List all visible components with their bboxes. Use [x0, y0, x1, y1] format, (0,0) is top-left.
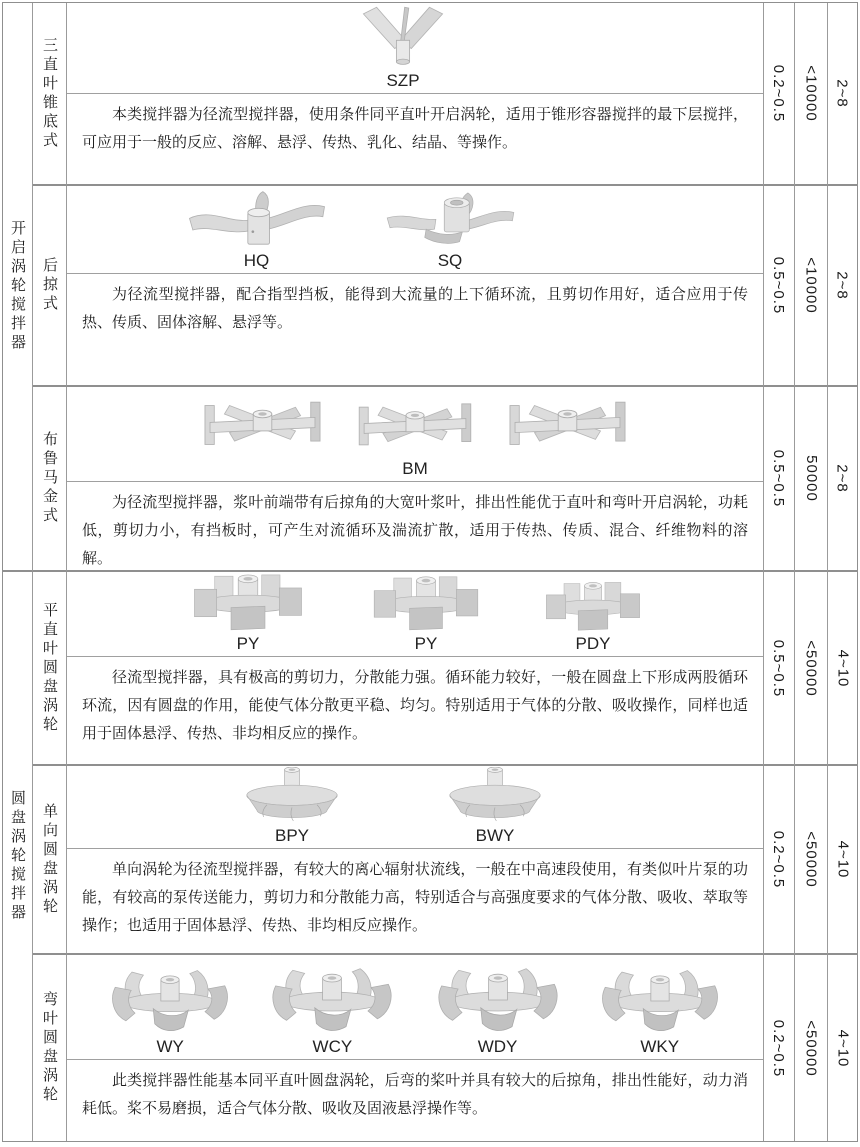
model-label: WCY	[312, 1037, 353, 1056]
impeller-figure-bwy	[432, 767, 558, 846]
impeller-figure-hq	[182, 190, 332, 271]
spec-col-1-cell	[764, 955, 795, 1141]
spec-col-1-cell	[764, 3, 795, 186]
description-zone	[67, 1059, 763, 1141]
type-label: 后掠式	[41, 257, 58, 314]
impeller-figure-wy	[104, 966, 236, 1057]
model-label: WKY	[640, 1037, 680, 1056]
spec-value: 2~8	[833, 464, 851, 493]
spec-value: <10000	[802, 65, 820, 122]
bpy-impeller-image	[222, 767, 362, 825]
description-text: 本类搅拌器为径流型搅拌器，使用条件同平直叶开启涡轮，适用于锥形容器搅拌的最下层搅拌，可应用于一般的反应、溶解、悬浮、传热、乳化、结晶、等操作。	[82, 106, 748, 151]
impeller-figure-bm	[195, 392, 635, 479]
description-zone	[67, 481, 763, 570]
description-text: 径流型搅拌器，具有极高的剪切力，分散能力强。循环能力较好，一般在圆盘上下形成两股循环环流，因有圆盘的作用，能使气体分散更平稳、均匀。特别适用于气体的分散、吸收操作，同样也适用于固体悬浮、传热、非均相反应的操作。	[82, 669, 748, 742]
impeller-images	[67, 766, 763, 848]
bm-impeller-image	[350, 394, 480, 458]
spec-col-3-cell	[828, 387, 857, 572]
type-cell-wy	[33, 955, 67, 1141]
type-cell-py	[33, 572, 67, 766]
py-impeller-image	[351, 573, 501, 633]
spec-value: 4~10	[834, 1029, 852, 1067]
spec-col-2-cell	[795, 186, 828, 387]
description-zone	[67, 656, 763, 764]
model-label: HQ	[243, 251, 270, 270]
spec-value: <10000	[802, 257, 820, 314]
wky-impeller-image	[594, 966, 726, 1036]
row-content-bpy-bwy	[67, 766, 764, 955]
spec-value: 0.5~0.5	[770, 256, 788, 315]
spec-value: 0.2~0.5	[770, 830, 788, 889]
model-label: BPY	[274, 826, 310, 845]
type-label: 三直叶锥底式	[41, 36, 58, 151]
description-zone	[67, 93, 763, 184]
model-label: BWY	[475, 826, 515, 845]
type-label: 弯叶圆盘涡轮	[41, 991, 58, 1105]
szp-impeller-image	[343, 4, 463, 70]
description-text: 单向涡轮为径流型搅拌器，有较大的离心辐射状流线，一般在中高速段使用，有类似叶片泵的功能，有较高的泵传送能力，剪切力和分散能力高，特别适合与高强度要求的气体分散、吸收、萃取等操作；也适用于固体悬浮、传热、非均相反应操作。	[82, 861, 748, 934]
group-label: 开启涡轮搅拌器	[9, 220, 26, 353]
spec-value: 0.5~0.5	[770, 449, 788, 508]
spec-col-3-cell	[828, 955, 857, 1141]
py-impeller-image	[169, 571, 327, 633]
spec-col-3-cell	[828, 572, 857, 766]
spec-value: 2~8	[833, 79, 851, 108]
impeller-images	[67, 572, 763, 656]
description-text: 此类搅拌器性能基本同平直叶圆盘涡轮，后弯的桨叶并具有较大的后掠角，排出性能好，动力消耗低。桨不易磨损，适合气体分散、吸收及固液悬浮操作等。	[82, 1072, 748, 1117]
pdy-impeller-image	[525, 579, 661, 633]
type-label: 布鲁马金式	[41, 431, 58, 526]
spec-col-2-cell	[795, 766, 828, 955]
impeller-images	[67, 186, 763, 273]
type-label: 单向圆盘涡轮	[41, 802, 58, 917]
spec-value: 2~8	[833, 271, 851, 300]
spec-value: 0.2~0.5	[770, 64, 788, 123]
hq-impeller-image	[182, 190, 332, 250]
bm-impeller-image	[500, 392, 635, 458]
spec-col-2-cell	[795, 3, 828, 186]
impeller-images	[67, 955, 763, 1059]
spec-col-2-cell	[795, 572, 828, 766]
group-cell-disc-turbine	[3, 572, 33, 1141]
model-label: PY	[236, 634, 260, 653]
type-cell-bm	[33, 387, 67, 572]
spec-value: 4~10	[834, 840, 852, 879]
impeller-images	[67, 3, 763, 93]
sq-impeller-image	[368, 186, 533, 250]
spec-value: 4~10	[834, 649, 852, 687]
spec-col-3-cell	[828, 186, 857, 387]
impeller-figure-wky	[594, 966, 726, 1057]
spec-col-2-cell	[795, 387, 828, 572]
model-label: PDY	[575, 634, 611, 653]
bwy-impeller-image	[432, 767, 558, 825]
row-content-wy-series	[67, 955, 764, 1141]
spec-value: 0.2~0.5	[770, 1019, 788, 1077]
impeller-figure-wdy	[429, 964, 567, 1057]
group-cell-open-turbine	[3, 3, 33, 572]
spec-value: 0.5~0.5	[770, 639, 788, 697]
row-content-bm	[67, 387, 764, 572]
impeller-images	[67, 387, 763, 481]
description-zone	[67, 273, 763, 385]
type-label: 平直叶圆盘涡轮	[41, 601, 58, 735]
group-label: 圆盘涡轮搅拌器	[9, 790, 26, 923]
spec-value: <50000	[802, 831, 820, 888]
spec-col-1-cell	[764, 572, 795, 766]
spec-value: <50000	[802, 639, 820, 697]
impeller-figure-sq	[368, 186, 533, 271]
model-label: SZP	[386, 71, 420, 90]
spec-col-1-cell	[764, 387, 795, 572]
bm-impeller-image	[195, 392, 330, 458]
type-cell-szp	[33, 3, 67, 186]
impeller-catalog-table	[2, 2, 858, 1142]
model-label: WDY	[477, 1037, 518, 1056]
spec-col-1-cell	[764, 766, 795, 955]
model-label: SQ	[437, 251, 463, 270]
row-content-py-pdy	[67, 572, 764, 766]
wy-impeller-image	[104, 966, 236, 1036]
description-text: 为径流型搅拌器，浆叶前端带有后掠角的大宽叶浆叶，排出性能优于直叶和弯叶开启涡轮，功耗低，剪切力小，有挡板时，可产生对流循环及湍流扩散，适用于传热、传质、混合、纤维物料的溶解。	[82, 494, 748, 567]
spec-value: <50000	[802, 1019, 820, 1077]
impeller-figure-wcy	[263, 964, 401, 1057]
impeller-figure-pdy	[525, 579, 661, 654]
model-label: WY	[156, 1037, 184, 1056]
model-label: BM	[402, 459, 428, 478]
wcy-impeller-image	[263, 964, 401, 1036]
impeller-figure-bpy	[222, 767, 362, 846]
description-zone	[67, 848, 763, 953]
impeller-figure-szp	[343, 4, 463, 91]
description-text: 为径流型搅拌器，配合指型挡板，能得到大流量的上下循环流，且剪切作用好，适合应用于传热、传质、固体溶解、悬浮等。	[82, 286, 748, 331]
impeller-figure-py2	[351, 573, 501, 654]
spec-col-2-cell	[795, 955, 828, 1141]
spec-col-3-cell	[828, 3, 857, 186]
wdy-impeller-image	[429, 964, 567, 1036]
row-content-hq-sq	[67, 186, 764, 387]
impeller-figure-py	[169, 571, 327, 654]
spec-col-1-cell	[764, 186, 795, 387]
spec-col-3-cell	[828, 766, 857, 955]
model-label: PY	[414, 634, 438, 653]
spec-value: 50000	[802, 455, 820, 502]
row-content-szp	[67, 3, 764, 186]
